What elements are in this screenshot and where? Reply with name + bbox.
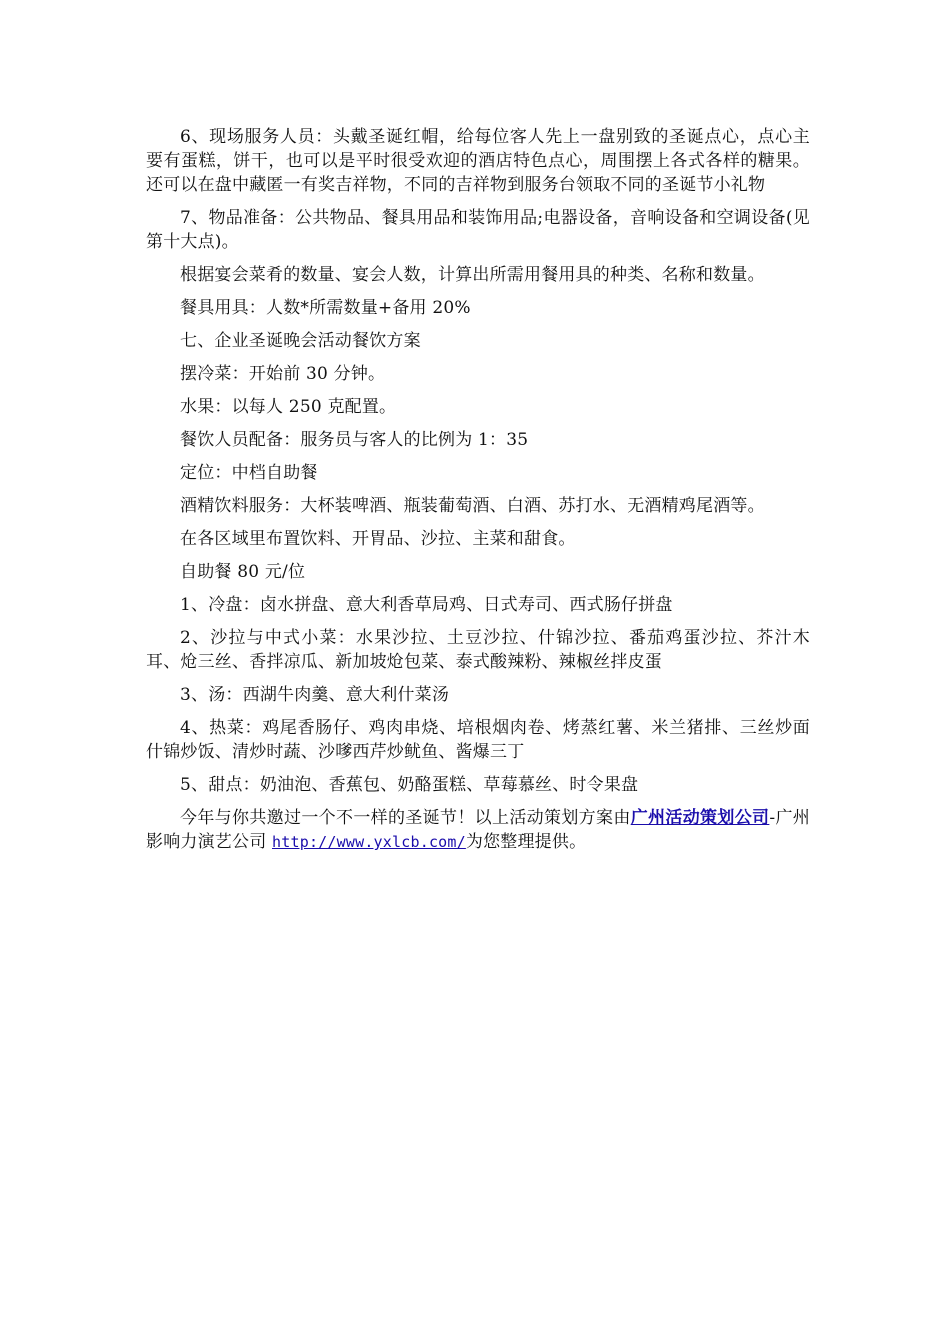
paragraph-buffet-price: 自助餐 80 元/位 — [180, 562, 306, 582]
paragraph-service-staff: 6、现场服务人员：头戴圣诞红帽，给每位客人先上一盘别致的圣诞点心，点心主要有蛋糕，饼干，也可以是平时很受欢迎的酒店特色点心，周围摆上各式各样的糖果。还可以在盘中藏匿一有奖吉祥物，不同的吉祥物到服务台领取不同的圣诞节小礼物 — [146, 127, 810, 195]
website-link[interactable]: http://www.yxlcb.com/ — [272, 833, 466, 851]
paragraph-tableware-formula: 餐具用具：人数*所需数量+备用 20% — [180, 298, 471, 318]
menu-item-soups: 3、汤：西湖牛肉羹、意大利什菜汤 — [180, 685, 450, 705]
closing-suffix: 为您整理提供。 — [465, 832, 587, 852]
menu-item-salads: 2、沙拉与中式小菜：水果沙拉、土豆沙拉、什锦沙拉、番茄鸡蛋沙拉、芥汁木耳、炝三丝、香拌凉瓜、新加坡炝包菜、泰式酸辣粉、辣椒丝拌皮蛋 — [146, 628, 810, 672]
paragraph-item-preparation: 7、物品准备：公共物品、餐具用品和装饰用品;电器设备，音响设备和空调设备(见第十大点)。 — [146, 208, 810, 252]
paragraph-cold-dishes: 摆冷菜：开始前 30 分钟。 — [180, 364, 386, 384]
menu-item-cold-platter: 1、冷盘：卤水拼盘、意大利香草局鸡、日式寿司、西式肠仔拼盘 — [180, 595, 673, 615]
closing-middle: -广州影响力演艺公司 — [146, 808, 810, 852]
paragraph-staffing: 餐饮人员配备：服务员与客人的比例为 1：35 — [180, 430, 529, 450]
paragraph-alcohol-service: 酒精饮料服务：大杯装啤酒、瓶装葡萄酒、白酒、苏打水、无酒精鸡尾酒等。 — [180, 496, 765, 516]
section-heading-catering-plan: 七、企业圣诞晚会活动餐饮方案 — [180, 331, 421, 351]
company-link[interactable]: 广州活动策划公司 — [630, 808, 770, 828]
paragraph-area-layout: 在各区域里布置饮料、开胃品、沙拉、主菜和甜食。 — [180, 529, 576, 549]
menu-item-hot-dishes: 4、热菜：鸡尾香肠仔、鸡肉串烧、培根烟肉卷、烤蒸红薯、米兰猪排、三丝炒面什锦炒饭、清炒时蔬、沙嗲西芹炒鱿鱼、酱爆三丁 — [146, 718, 810, 762]
paragraph-fruit: 水果：以每人 250 克配置。 — [180, 397, 397, 417]
paragraph-tableware-calculation: 根据宴会菜肴的数量、宴会人数，计算出所需用餐用具的种类、名称和数量。 — [180, 265, 765, 285]
menu-item-desserts: 5、甜点：奶油泡、香蕉包、奶酪蛋糕、草莓慕丝、时令果盘 — [180, 775, 639, 795]
document-body — [146, 125, 810, 863]
closing-prefix: 今年与你共邀过一个不一样的圣诞节！以上活动策划方案由 — [180, 808, 631, 828]
paragraph-closing — [146, 806, 810, 854]
paragraph-positioning: 定位：中档自助餐 — [180, 463, 318, 483]
